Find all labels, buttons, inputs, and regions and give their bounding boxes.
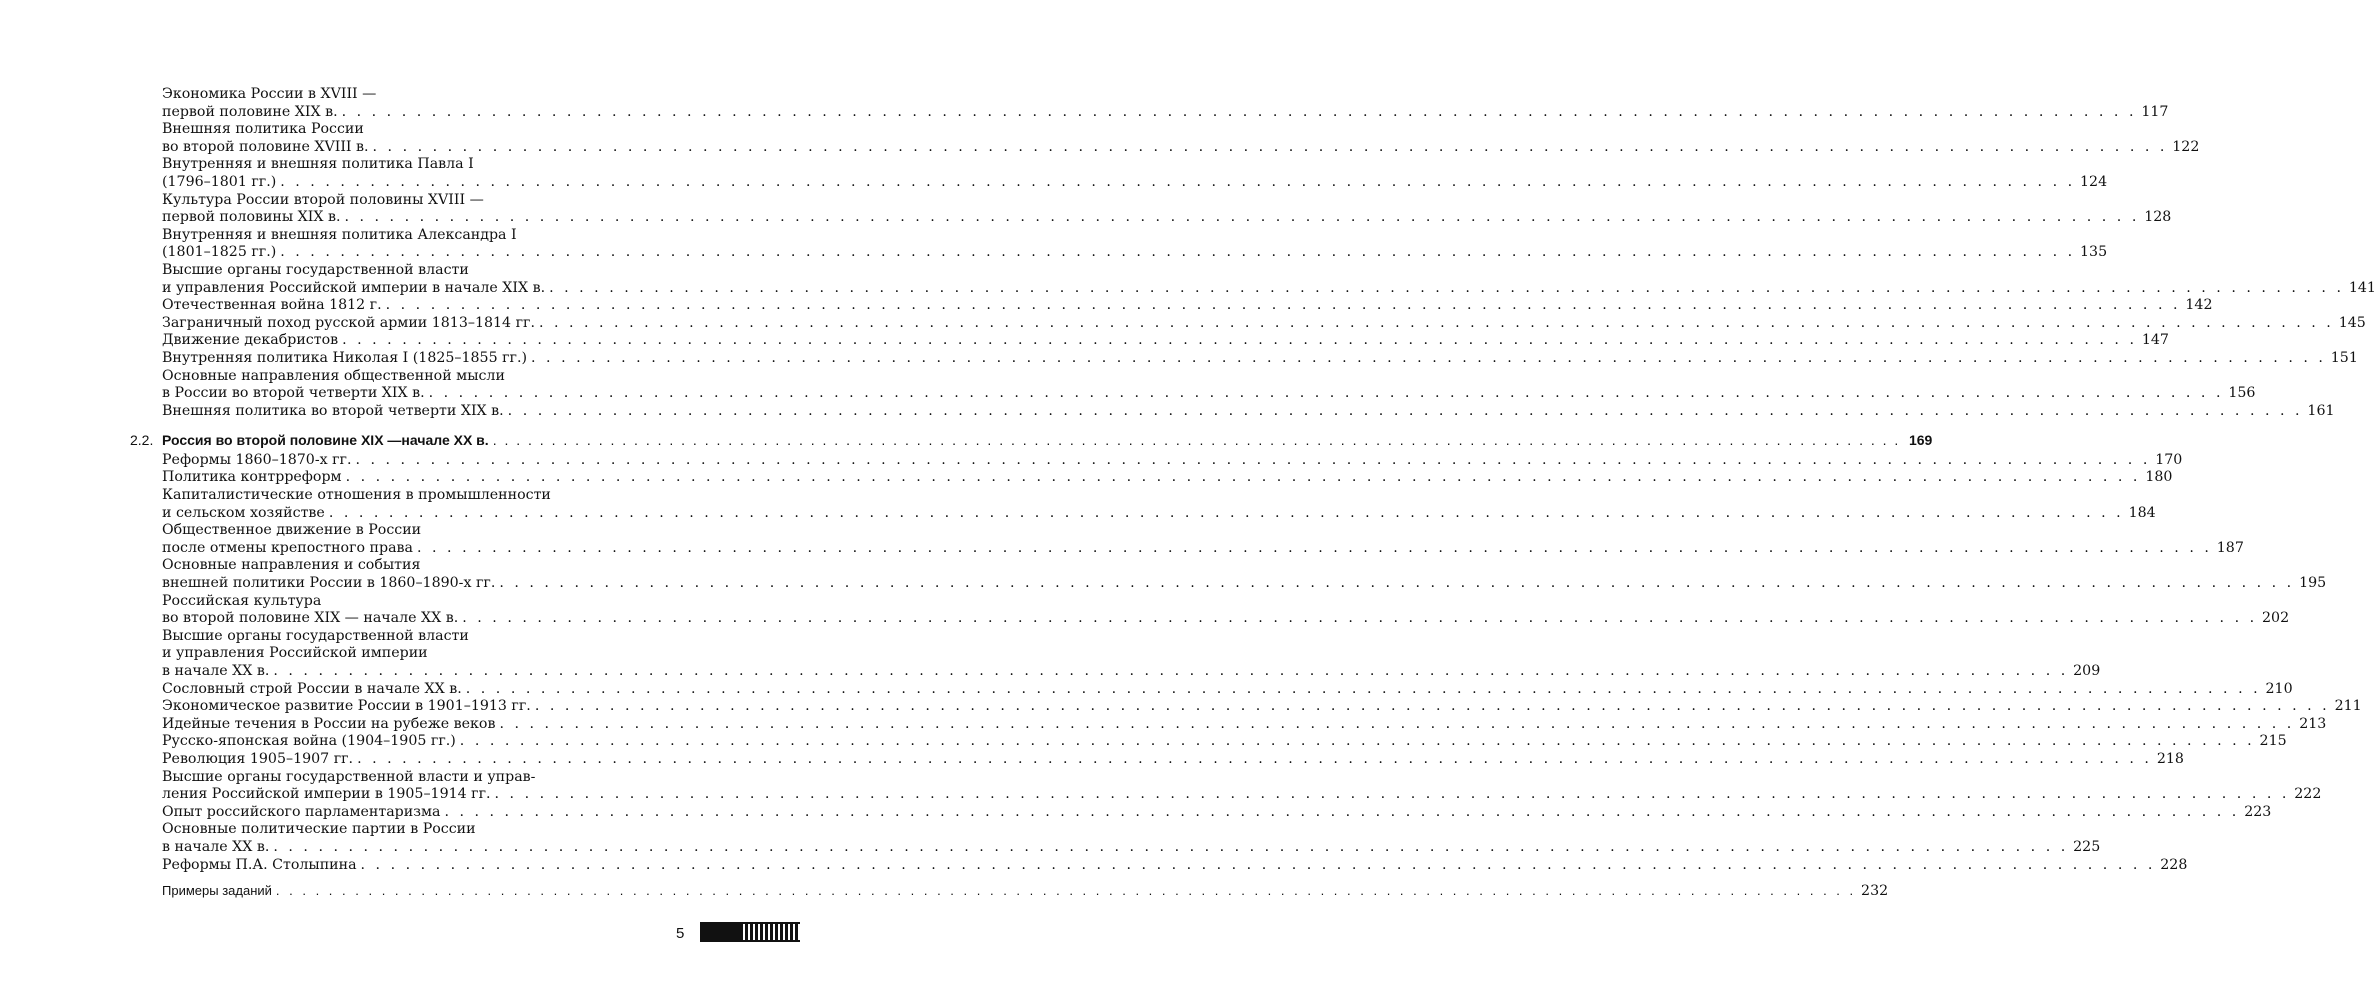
toc-entry-title-line: Культура России второй половины XVIII — <box>162 191 484 208</box>
toc-entry[interactable] <box>162 367 2256 403</box>
toc-page-number: 128 <box>2144 209 2172 226</box>
toc-entry-title-line: Общественное движение в России <box>162 522 422 539</box>
dot-leader: . . . . . . . . . . . . . . . . . . . . . . . . . . . . . . . . . . . . . . . . . . . . . . . . . . . . . . . . . . . . . . . . . . . . . . . . . . . . . . . . . . . . . . . . . . . . . . . . . . . . . . . . . . . . . . . . . . . . . . . . <box>531 349 2326 366</box>
toc-entry-title: во второй половине XIX — начале XX в. <box>162 610 459 627</box>
toc-entry-title: во второй половине XVIII в. <box>162 138 369 155</box>
toc-entry-title: Идейные течения в России на рубеже веков <box>162 715 496 732</box>
toc-entry[interactable] <box>162 451 2183 470</box>
toc-examples[interactable] <box>162 882 1889 901</box>
dot-leader: . . . . . . . . . . . . . . . . . . . . . . . . . . . . . . . . . . . . . . . . . . . . . . . . . . . . . . . . . . . . . . . . . . . . . . . . . . . . . . . . . . . . . . . . . . . . . . . . . . . . . . . . . . . . . . . . . . . . . . . . <box>459 733 2255 750</box>
dot-leader: . . . . . . . . . . . . . . . . . . . . . . . . . . . . . . . . . . . . . . . . . . . . . . . . . . . . . . . . . . . . . . . . . . . . . . . . . . . . . . . . . . . . . . . . . . . . . . . . . . . . . . . . . . . . . . . . . . . . . . . . <box>444 803 2240 820</box>
toc-entry-final-line <box>162 244 2108 262</box>
toc-block-18th-19th-century <box>162 86 2376 420</box>
toc-entry-title: Внутренняя политика Николая I (1825–1855 гг.) <box>162 349 528 366</box>
dot-leader: . . . . . . . . . . . . . . . . . . . . . . . . . . . . . . . . . . . . . . . . . . . . . . . . . . . . . . . . . . . . . . . . . . . . . . . . . . . . . . . . . . . . . . . . . . . . . . . . . . . . . . . . . . . . . . . . . . . . . . . . <box>507 402 2303 419</box>
dot-leader: . . . . . . . . . . . . . . . . . . . . . . . . . . . . . . . . . . . . . . . . . . . . . . . . . . . . . . . . . . . . . . . . . . . . . . . . . . . . . . . . . . . . . . . . . . . . . . . . . . . . . . . . . . . . . . . . . . . . . . . . <box>273 663 2069 679</box>
dot-leader: . . . . . . . . . . . . . . . . . . . . . . . . . . . . . . . . . . . . . . . . . . . . . . . . . . . . . . . . . . . . . . . . . . . . . . . . . . . . . . . . . . . . . . . . . . . . . . . . . . . . . . . . . . . . . . . . . . . . . . . . <box>341 103 2137 120</box>
toc-entry-final-line <box>162 138 2200 157</box>
toc-entry-title: в начале XX в. <box>162 663 270 679</box>
toc-entry-final-line <box>162 856 2188 875</box>
toc-entry-title: Русско-японская война (1904–1905 гг.) <box>162 733 456 750</box>
toc-entry[interactable] <box>162 750 2184 769</box>
toc-entry-title: в начале XX в. <box>162 838 270 855</box>
toc-entry-final-line <box>162 838 2101 857</box>
toc-page-number: 122 <box>2172 138 2200 155</box>
toc-page-number: 161 <box>2307 402 2335 419</box>
toc-entry-title-line: Высшие органы государственной власти и управ- <box>162 768 536 785</box>
toc-entry-title-line: Внутренняя и внешняя политика Павла I <box>162 156 474 173</box>
toc-entry-final-line <box>162 575 2327 593</box>
toc-entry[interactable] <box>162 715 2327 734</box>
dot-leader: . . . . . . . . . . . . . . . . . . . . . . . . . . . . . . . . . . . . . . . . . . . . . . . . . . . . . . . . . . . . . . . . . . . . . . . . . . . . . . . . . . . . . . . . . . . . . . . . . . . . . . . . . . . . . . . . . . . . . . . . <box>549 279 2344 296</box>
toc-entry-title: Заграничный поход русской армии 1813–1814 гг. <box>162 314 535 331</box>
section-page-number: 169 <box>1908 432 1933 449</box>
toc-page-number: 202 <box>2262 610 2290 627</box>
toc-page-number: 187 <box>2216 539 2244 556</box>
toc-entry-title: ления Российской империи в 1905–1914 гг. <box>162 786 491 803</box>
toc-entry-title-line: Основные направления и события <box>162 557 421 574</box>
page-edge-marker <box>700 922 800 942</box>
toc-entry-title: и сельском хозяйстве <box>162 504 325 521</box>
toc-entry-title-line: Экономика России в XVIII — <box>162 86 377 102</box>
toc-page-number: 218 <box>2156 750 2184 767</box>
toc-page-number: 156 <box>2228 385 2256 402</box>
dot-leader: . . . . . . . . . . . . . . . . . . . . . . . . . . . . . . . . . . . . . . . . . . . . . . . . . . . . . . . . . . . . . . . . . . . . . . . . . . . . . . . . . . . . . . . . . . . . . . . . . . . . . . . . . . . . . . . . . . . . . . . . <box>417 539 2212 556</box>
dot-leader: . . . . . . . . . . . . . . . . . . . . . . . . . . . . . . . . . . . . . . . . . . . . . . . . . . . . . . . . . . . . . . . . . . . . . . . . . . . . . . . . . . . . . . . . . . . . . . . . . . . . . . . . . . . . . . . . . . . . . . . . <box>342 332 2137 349</box>
dot-leader: . . . . . . . . . . . . . . . . . . . . . . . . . . . . . . . . . . . . . . . . . . . . . . . . . . . . . . . . . . . . . . . . . . . . . . . . . . . . . . . . . . . . . . . . . . . . . . . . . . . . . . . . . . . . . . . . . . . . . . . . <box>328 504 2124 521</box>
toc-entry-final-line <box>162 610 2290 628</box>
toc-entry-title-line: Высшие органы государственной власти <box>162 627 469 644</box>
dot-leader: . . . . . . . . . . . . . . . . . . . . . . . . . . . . . . . . . . . . . . . . . . . . . . . . . . . . . . . . . . . . . . . . . . . . . . . . . . . . . . . . . . . . . . . . . . . . . . . . . . . . . . . . . . . . . . . . . . . . . . . . <box>344 209 2140 226</box>
dot-leader: . . . . . . . . . . . . . . . . . . . . . . . . . . . . . . . . . . . . . . . . . . . . . . . . . . . . . . . . . . . . . . . . . . . . . . . . . . . . . . . . . . . . . . . . . . . . . . . . . . . . . . . . . . . . . . . . . . . . . . . . <box>492 432 1901 449</box>
toc-entry-title: и управления Российской империи в начале XIX в. <box>162 279 546 296</box>
toc-entry-title: Реформы 1860–1870-х гг. <box>162 451 352 468</box>
toc-entry[interactable] <box>162 261 2376 297</box>
toc-entry[interactable] <box>162 121 2200 156</box>
toc-entry[interactable] <box>162 469 2173 487</box>
toc-entry-title: Революция 1905–1907 гг. <box>162 750 354 767</box>
toc-entry-final-line <box>162 332 2169 350</box>
toc-entry-title: Политика контрреформ <box>162 469 342 486</box>
toc-entry-title: Сословный строй России в начале XX в. <box>162 680 462 697</box>
toc-entry-title-line: Высшие органы государственной власти <box>162 261 469 278</box>
toc-entry-final-line <box>162 680 2293 699</box>
toc-page-number: 223 <box>2244 803 2272 820</box>
examples-page-number: 232 <box>1861 883 1889 900</box>
toc-entry-title: после отмены крепостного права <box>162 539 414 556</box>
toc-page-number: 215 <box>2259 733 2287 750</box>
toc-section-2-2[interactable] <box>130 432 1933 450</box>
toc-page-number: 184 <box>2128 504 2156 521</box>
toc-entry-title-line: и управления Российской империи <box>162 645 428 662</box>
toc-page-number: 141 <box>2348 279 2376 296</box>
toc-entry[interactable] <box>162 803 2272 822</box>
toc-entry-final-line <box>162 297 2213 315</box>
toc-entry-title: (1796–1801 гг.) <box>162 173 277 190</box>
toc-entry[interactable] <box>162 821 2101 856</box>
toc-entry[interactable] <box>162 191 2172 227</box>
toc-entry[interactable] <box>162 297 2213 315</box>
dot-leader: . . . . . . . . . . . . . . . . . . . . . . . . . . . . . . . . . . . . . . . . . . . . . . . . . . . . . . . . . . . . . . . . . . . . . . . . . . . . . . . . . . . . . . . . . . . . . . . . . . . . . . . . . . . . . . . . . . . . . . . . <box>357 750 2152 767</box>
dot-leader: . . . . . . . . . . . . . . . . . . . . . . . . . . . . . . . . . . . . . . . . . . . . . . . . . . . . . . . . . . . . . . . . . . . . . . . . . . . . . . . . . . . . . . . . . . . . . . . . . . . . . . . . . . . . . . . . . . . . . . . . <box>360 856 2156 873</box>
toc-page-number: 180 <box>2145 469 2173 486</box>
toc-entry[interactable] <box>162 522 2244 557</box>
toc-entry-title: (1801–1825 гг.) <box>162 244 277 261</box>
toc-entry-title-line: Внутренняя и внешняя политика Александра I <box>162 226 517 243</box>
toc-page-number: 142 <box>2185 297 2213 314</box>
toc-entry[interactable] <box>162 856 2188 875</box>
toc-entry-title: Отечественная война 1812 г. <box>162 297 382 314</box>
toc-entry[interactable] <box>162 592 2290 628</box>
dot-leader: . . . . . . . . . . . . . . . . . . . . . . . . . . . . . . . . . . . . . . . . . . . . . . . . . . . . . . . . . . . . . . . . . . . . . . . . . . . . . . . . . . . . . . . . . . . . . . . . . . . . . . . . . . . . . . . . . . . . . . . . <box>462 610 2258 627</box>
toc-entry-final-line <box>162 469 2173 487</box>
toc-entry[interactable] <box>162 86 2169 121</box>
toc-page-number: 195 <box>2299 575 2327 592</box>
examples-title: Примеры заданий <box>162 883 272 899</box>
dot-leader: . . . . . . . . . . . . . . . . . . . . . . . . . . . . . . . . . . . . . . . . . . . . . . . . . . . . . . . . . . . . . . . . . . . . . . . . . . . . . . . . . . . . . . . . . . . . . . . . . . . . . . . . . . . . . . . . . . . . . . . . <box>345 469 2141 486</box>
toc-entry[interactable] <box>162 156 2108 191</box>
toc-entry[interactable] <box>162 402 2335 421</box>
toc-page-number: 210 <box>2265 680 2293 697</box>
toc-entry-final-line <box>162 733 2287 751</box>
toc-entry-final-line <box>162 715 2327 734</box>
toc-page-number: 151 <box>2330 349 2358 366</box>
toc-page-number: 213 <box>2299 715 2327 732</box>
toc-entry[interactable] <box>162 332 2169 350</box>
toc-entry[interactable] <box>162 627 2101 681</box>
toc-entry-final-line <box>162 279 2376 298</box>
toc-entry[interactable] <box>162 487 2156 522</box>
toc-entry-final-line <box>162 750 2184 769</box>
toc-entry-title-line: Российская культура <box>162 592 322 609</box>
toc-entry[interactable] <box>162 314 2366 333</box>
toc-entry-final-line <box>162 385 2256 403</box>
toc-page-number: 228 <box>2160 856 2188 873</box>
dot-leader: . . . . . . . . . . . . . . . . . . . . . . . . . . . . . . . . . . . . . . . . . . . . . . . . . . . . . . . . . . . . . . . . . . . . . . . . . . . . . . . . . . . . . . . . . . . . . . . . . . . . . . . . . . . . . . . . . . . . . . . . <box>280 244 2076 261</box>
toc-entry-final-line <box>162 103 2169 122</box>
toc-entry[interactable] <box>162 698 2362 716</box>
toc-page-number: 145 <box>2338 314 2366 331</box>
toc-page-number: 222 <box>2294 786 2322 803</box>
toc-entry-title: первой половины XIX в. <box>162 209 341 226</box>
dot-leader: . . . . . . . . . . . . . . . . . . . . . . . . . . . . . . . . . . . . . . . . . . . . . . . . . . . . . . . . . . . . . . . . . . . . . . . . . . . . . . . . . . . . . . . . . . . . . . . . . . . . . . . . . . . . . . . . . . . . . . . . <box>465 680 2261 697</box>
toc-entry-title: внешней политики России в 1860–1890-х гг. <box>162 575 496 592</box>
toc-entry-title-line: Внешняя политика России <box>162 121 364 138</box>
toc-entry-title: Опыт российского парламентаризма <box>162 803 441 820</box>
toc-entry-title: в России во второй четверти XIX в. <box>162 385 425 402</box>
toc-block-section-2-2 <box>162 451 2362 874</box>
toc-entry-final-line <box>162 314 2366 333</box>
toc-entry-final-line <box>162 349 2358 368</box>
toc-entry-title-line: Основные политические партии в России <box>162 821 476 838</box>
toc-entry-final-line <box>162 451 2183 470</box>
page-number: 5 <box>676 925 685 942</box>
dot-leader: . . . . . . . . . . . . . . . . . . . . . . . . . . . . . . . . . . . . . . . . . . . . . . . . . . . . . . . . . . . . . . . . . . . . . . . . . . . . . . . . . . . . . . . . . . . . . . . . . . . . . . . . . . . . . . . . . . . . . . . . <box>355 451 2151 468</box>
toc-entry-final-line <box>162 786 2322 804</box>
toc-page-number: 170 <box>2155 451 2183 468</box>
toc-entry-final-line <box>162 209 2172 227</box>
toc-entry-title-line: Капиталистические отношения в промышленности <box>162 487 551 504</box>
dot-leader: . . . . . . . . . . . . . . . . . . . . . . . . . . . . . . . . . . . . . . . . . . . . . . . . . . . . . . . . . . . . . . . . . . . . . . . . . . . . . . . . . . . . . . . . . . . . . . . . . . . . . . . . . . . . . . . . . . . . . . . . <box>372 138 2168 155</box>
dot-leader: . . . . . . . . . . . . . . . . . . . . . . . . . . . . . . . . . . . . . . . . . . . . . . . . . . . . . . . . . . . . . . . . . . . . . . . . . . . . . . . . . . . . . . . . . . . . . . . . . . . . . . . . . . . . . . . . . . . . . . . . <box>280 173 2076 190</box>
toc-entry-title: Реформы П.А. Столыпина <box>162 856 357 873</box>
toc-page-number: 209 <box>2073 663 2101 679</box>
toc-entry-final-line <box>162 504 2156 523</box>
toc-entry-final-line <box>162 402 2335 421</box>
dot-leader: . . . . . . . . . . . . . . . . . . . . . . . . . . . . . . . . . . . . . . . . . . . . . . . . . . . . . . . . . . . . . . . . . . . . . . . . . . . . . . . . . . . . . . . . . . . . . . . . . . . . . . . . . . . . . . . . . . . . . . . . <box>499 715 2295 732</box>
toc-entry-final-line <box>162 803 2272 822</box>
toc-entry-title-line: Основные направления общественной мысли <box>162 367 505 384</box>
toc-entry-final-line <box>162 173 2108 192</box>
dot-leader: . . . . . . . . . . . . . . . . . . . . . . . . . . . . . . . . . . . . . . . . . . . . . . . . . . . . . . . . . . . . . . . . . . . . . . . . . . . . . . . . . . . . . . . . . . . . . . . . . . . . . . . . . . . . . . . . . . . . . . . . <box>275 883 1857 899</box>
dot-leader: . . . . . . . . . . . . . . . . . . . . . . . . . . . . . . . . . . . . . . . . . . . . . . . . . . . . . . . . . . . . . . . . . . . . . . . . . . . . . . . . . . . . . . . . . . . . . . . . . . . . . . . . . . . . . . . . . . . . . . . . <box>428 385 2224 402</box>
toc-entry-title: Экономическое развитие России в 1901–1913 гг. <box>162 698 531 715</box>
dot-leader: . . . . . . . . . . . . . . . . . . . . . . . . . . . . . . . . . . . . . . . . . . . . . . . . . . . . . . . . . . . . . . . . . . . . . . . . . . . . . . . . . . . . . . . . . . . . . . . . . . . . . . . . . . . . . . . . . . . . . . . . <box>385 297 2181 314</box>
toc-page-number: 135 <box>2080 244 2108 261</box>
toc-entry[interactable] <box>162 226 2108 262</box>
toc-page-number: 124 <box>2080 173 2108 190</box>
dot-leader: . . . . . . . . . . . . . . . . . . . . . . . . . . . . . . . . . . . . . . . . . . . . . . . . . . . . . . . . . . . . . . . . . . . . . . . . . . . . . . . . . . . . . . . . . . . . . . . . . . . . . . . . . . . . . . . . . . . . . . . . <box>538 314 2334 331</box>
toc-entry[interactable] <box>162 768 2322 804</box>
toc-page-number: 117 <box>2141 103 2169 120</box>
dot-leader: . . . . . . . . . . . . . . . . . . . . . . . . . . . . . . . . . . . . . . . . . . . . . . . . . . . . . . . . . . . . . . . . . . . . . . . . . . . . . . . . . . . . . . . . . . . . . . . . . . . . . . . . . . . . . . . . . . . . . . . . <box>499 575 2295 592</box>
toc-entry-title: первой половине XIX в. <box>162 103 338 120</box>
dot-leader: . . . . . . . . . . . . . . . . . . . . . . . . . . . . . . . . . . . . . . . . . . . . . . . . . . . . . . . . . . . . . . . . . . . . . . . . . . . . . . . . . . . . . . . . . . . . . . . . . . . . . . . . . . . . . . . . . . . . . . . . <box>273 838 2069 855</box>
toc-entry[interactable] <box>162 680 2293 699</box>
table-of-contents <box>130 86 2376 901</box>
dot-leader: . . . . . . . . . . . . . . . . . . . . . . . . . . . . . . . . . . . . . . . . . . . . . . . . . . . . . . . . . . . . . . . . . . . . . . . . . . . . . . . . . . . . . . . . . . . . . . . . . . . . . . . . . . . . . . . . . . . . . . . . <box>494 786 2290 803</box>
toc-page-number: 211 <box>2334 698 2362 715</box>
toc-entry-title: Движение декабристов <box>162 332 339 349</box>
toc-entry[interactable] <box>162 733 2287 751</box>
toc-entry-final-line <box>162 539 2244 558</box>
section-title: Россия во второй половине XIX —начале XX в. <box>162 432 489 449</box>
toc-entry[interactable] <box>162 557 2327 592</box>
toc-entry[interactable] <box>162 349 2358 368</box>
dot-leader: . . . . . . . . . . . . . . . . . . . . . . . . . . . . . . . . . . . . . . . . . . . . . . . . . . . . . . . . . . . . . . . . . . . . . . . . . . . . . . . . . . . . . . . . . . . . . . . . . . . . . . . . . . . . . . . . . . . . . . . . <box>534 698 2330 715</box>
toc-entry-title: Внешняя политика во второй четверти XIX в. <box>162 402 504 419</box>
toc-page-number: 225 <box>2073 838 2101 855</box>
toc-entry-final-line <box>162 698 2362 716</box>
toc-entry-final-line <box>162 663 2101 681</box>
toc-page-number: 147 <box>2141 332 2169 349</box>
section-number: 2.2. <box>130 432 154 449</box>
